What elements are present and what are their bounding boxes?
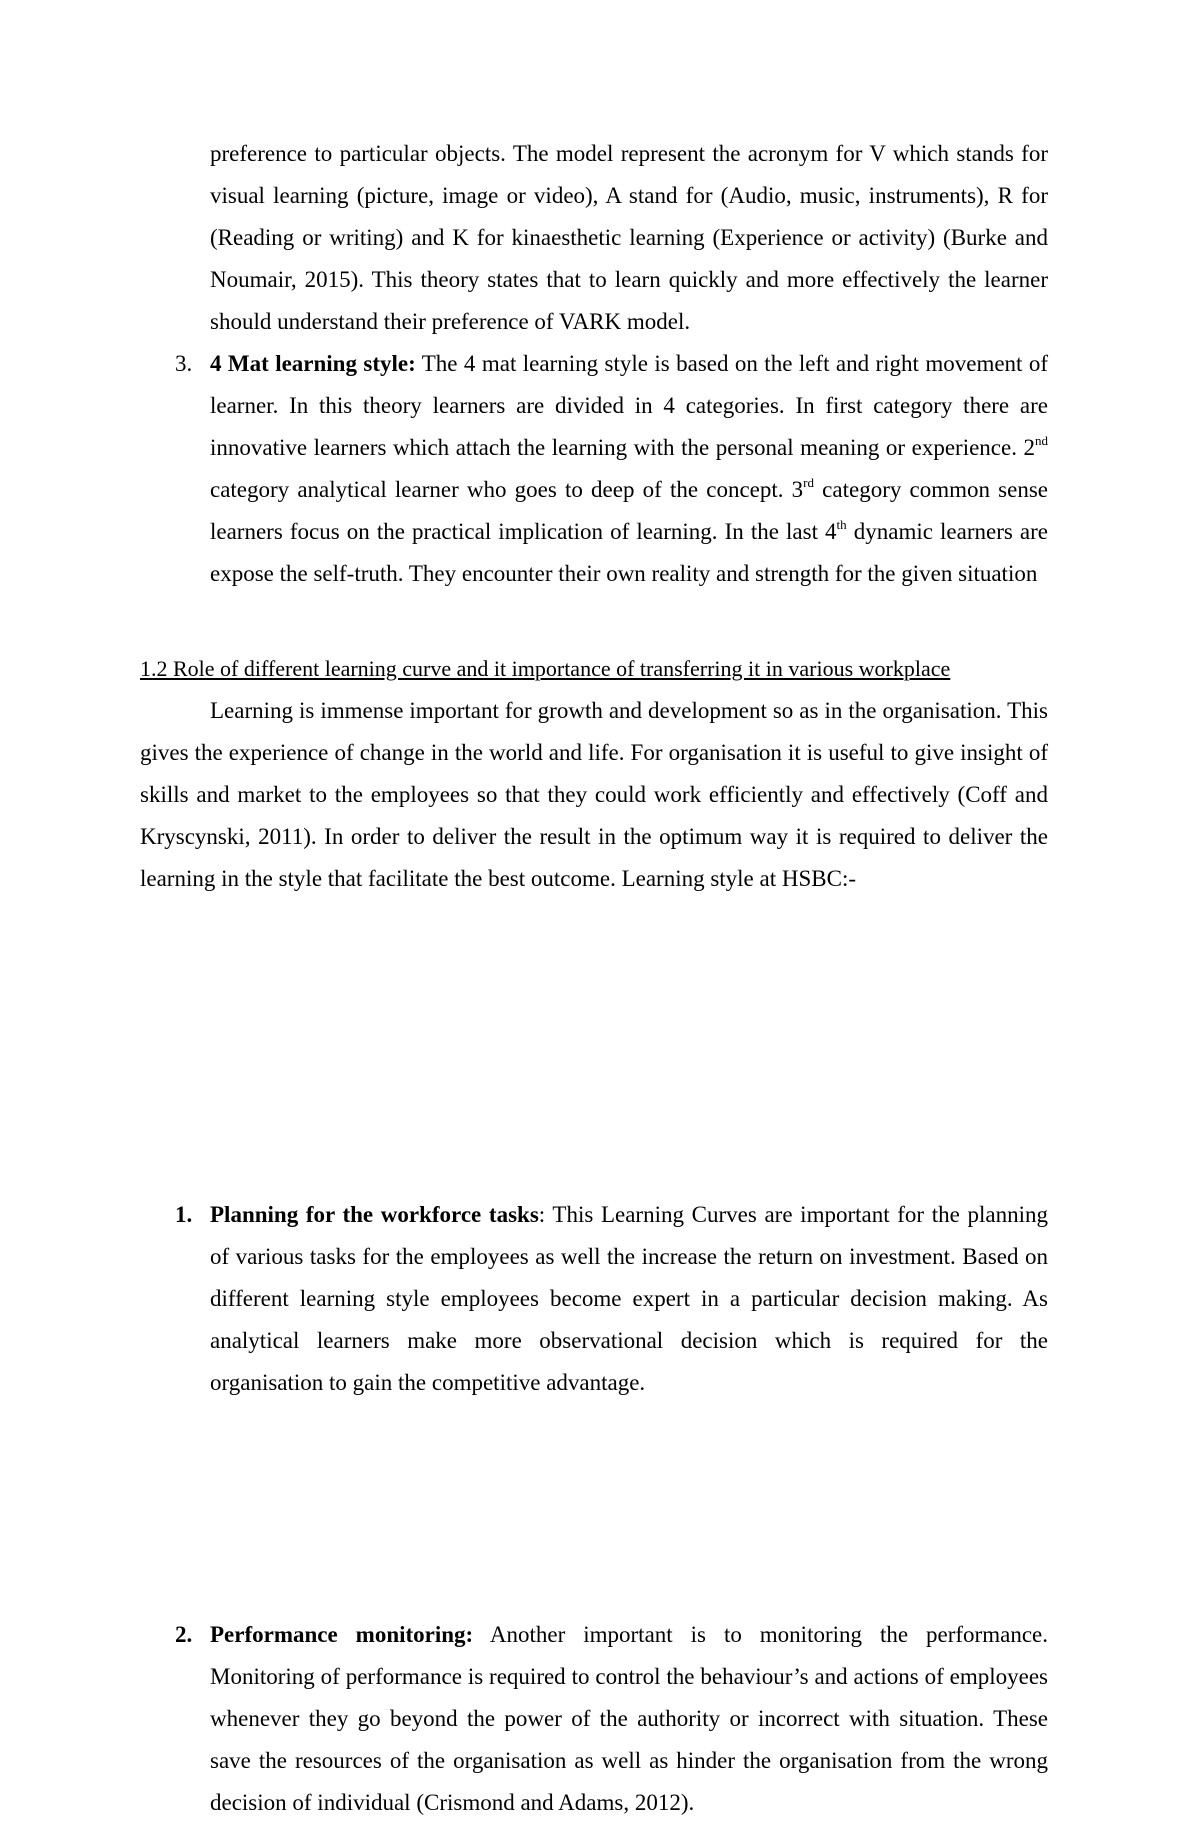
section-heading-block [140,648,1020,690]
section-heading: 1.2 Role of different learning curve and it importance of transferring it in various workplace [140,656,951,681]
list-item-planning [175,1194,1048,1404]
4mat-text-1: The 4 mat learning style is based on the left and right movement of learner. In this theory learners are divided in 4 categories. In first category there are innovative learners which attach the learning with the personal meaning or experience. 2 [210,351,1049,460]
planning-text: : This Learning Curves are important for the planning of various tasks for the employees as well the increase the return on investment. Based on different learning style employees become expert in a particular decision making. As analytical learners make more observational decision which is required for the organisation to gain the competitive advantage. [210,1202,1048,1395]
vark-continuation-block [210,133,1048,343]
list-number-2: 2. [175,1622,193,1647]
4mat-text-3: category common sense learners focus on the practical implication of learning. In the last 4 [210,477,1048,544]
4mat-title: 4 Mat learning style: [210,351,416,376]
performance-paragraph [210,1614,1048,1824]
planning-title: Planning for the workforce tasks [210,1202,539,1227]
vark-continuation-paragraph: preference to particular objects. The model represent the acronym for V which stands for visual learning (picture, image or video), A stand for (Audio, music, instruments), R for (Reading or writing) and K for kinaesthetic learning (Experience or activity) (Burke and Noumair, 2015). This theory states that to learn quickly and more effectively the learner should understand their preference of VARK model. [210,141,1048,334]
sup-nd: nd [1035,433,1048,449]
4mat-text-4: dynamic learners are expose the self-truth. They encounter their own reality and strength for the given situation [210,519,1048,586]
planning-paragraph [210,1194,1048,1404]
performance-title: Performance monitoring: [210,1622,474,1647]
list-item-performance [175,1614,1048,1824]
sup-th: th [836,517,847,533]
list-number-3: 3. [175,351,193,376]
4mat-paragraph [210,343,1048,595]
sup-rd: rd [803,475,815,491]
intro-paragraph: Learning is immense important for growth and development so as in the organisation. This gives the experience of change in the world and life. For organisation it is useful to give insight of skills and market to the employees so that they could work efficiently and effectively (Coff and Kryscynski, 2011). In order to deliver the result in the optimum way it is required to deliver the learning in the style that facilitate the best outcome. Learning style at HSBC:- [140,698,1048,891]
list-number-1: 1. [175,1202,193,1227]
intro-block [140,690,1048,900]
list-item-4mat [175,343,1049,595]
4mat-text-2: category analytical learner who goes to deep of the concept. 3 [210,477,804,502]
performance-text: Another important is to monitoring the performance. Monitoring of performance is required to control the behaviour’s and actions of employees whenever they go beyond the power of the authority or incorrect with situation. These save the resources of the organisation as well as hinder the organisation from the wrong decision of individual (Crismond and Adams, 2012). [210,1622,1048,1815]
